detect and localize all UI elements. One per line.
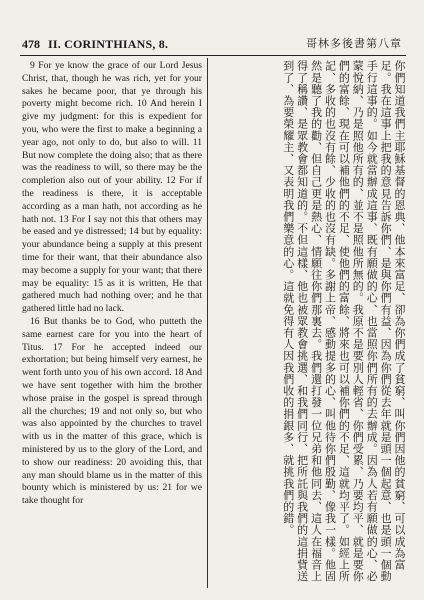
chinese-chapter-title: 哥林多後書第八章 <box>306 38 402 50</box>
header-rule <box>20 55 406 56</box>
column-divider <box>207 58 208 588</box>
chinese-column: 你們知道我們主耶穌基督的恩典、他本來富足、卻為你們成了貧窮、叫你們因他的貧窮、可以成為富足。我在這事上把我的意見告訴你們、是與你們有益、因為你們從去年就是頭一個起意、也是頭一個動手行這事的。如今就當辦成這事、既有願做的心、也當照你們所有的去辦成。因為人若有願做的心、必蒙悅納、乃是照他所有的、並不是照他所無的。我原不是要別人輕省、你們受累、乃要均平、就是要你們的富餘、現在可以補他們的不足、使他們的富餘、將來也可以補你們的不足、這就均平了。如經上所記、多收的也沒有餘、少收的也沒有缺。多謝上帝、感動提多的心、叫他待你們殷勤、像我一樣。他固然是聽了我的勸、但自己更是熱心、情願往你們那裏去。我們還打發一位兄弟和他同去、這人在福音上得了稱讚、是眾教會都知道的。不但這樣、他也被眾教會挑選、和我們同行、把所託與我們的這捐貲送到了、為要榮耀主、又表明我們樂意的心。這就免得有人因我們收的捐銀多、就挑我們的錯。 <box>281 60 406 582</box>
english-column <box>22 60 202 588</box>
english-paragraph: 9 For ye know the grace of our Lord Jesus Christ, that, though he was rich, yet for your sakes he became poor, that ye through his poverty might become rich. 10 And herein I give my judgment: for this is expedient for you, who were the first to make a beginning a year ago, not only to do, but also to will. 11 But now complete the doing also; that as there was the readiness to will, so there may be the completion also out of your ability. 12 For if the readiness is there, it is acceptable according as a man hath, not according as he hath not. 13 For I say not this that others may be eased and ye distressed; 14 but by equality: your abundance being a supply at this present time for their want, that their abundance also may become a supply for your want; that there may be equality: 15 as it is written, He that gathered much had nothing over; and he that gathered little had no lack. <box>22 60 202 315</box>
page-header <box>22 36 404 52</box>
book-chapter-title: II. CORINTHIANS, 8. <box>48 37 169 51</box>
english-paragraph: 16 But thanks be to God, who putteth the same earnest care for you into the heart of Titus. 17 For he accepted indeed our exhortation; but being himself very earnest, he went forth unto you of his own accord. 18 And we have sent together with him the brother whose praise in the gospel is spread through all the churches; 19 and not only so, but who was also appointed by the churches to travel with us in the matter of this grace, which is ministered by us to the glory of the Lord, and to show our readiness: 20 avoiding this, that any man should blame us in the matter of this bounty which is ministered by us: 21 for we take thought for <box>22 315 202 507</box>
page-number: 478 <box>22 37 40 51</box>
